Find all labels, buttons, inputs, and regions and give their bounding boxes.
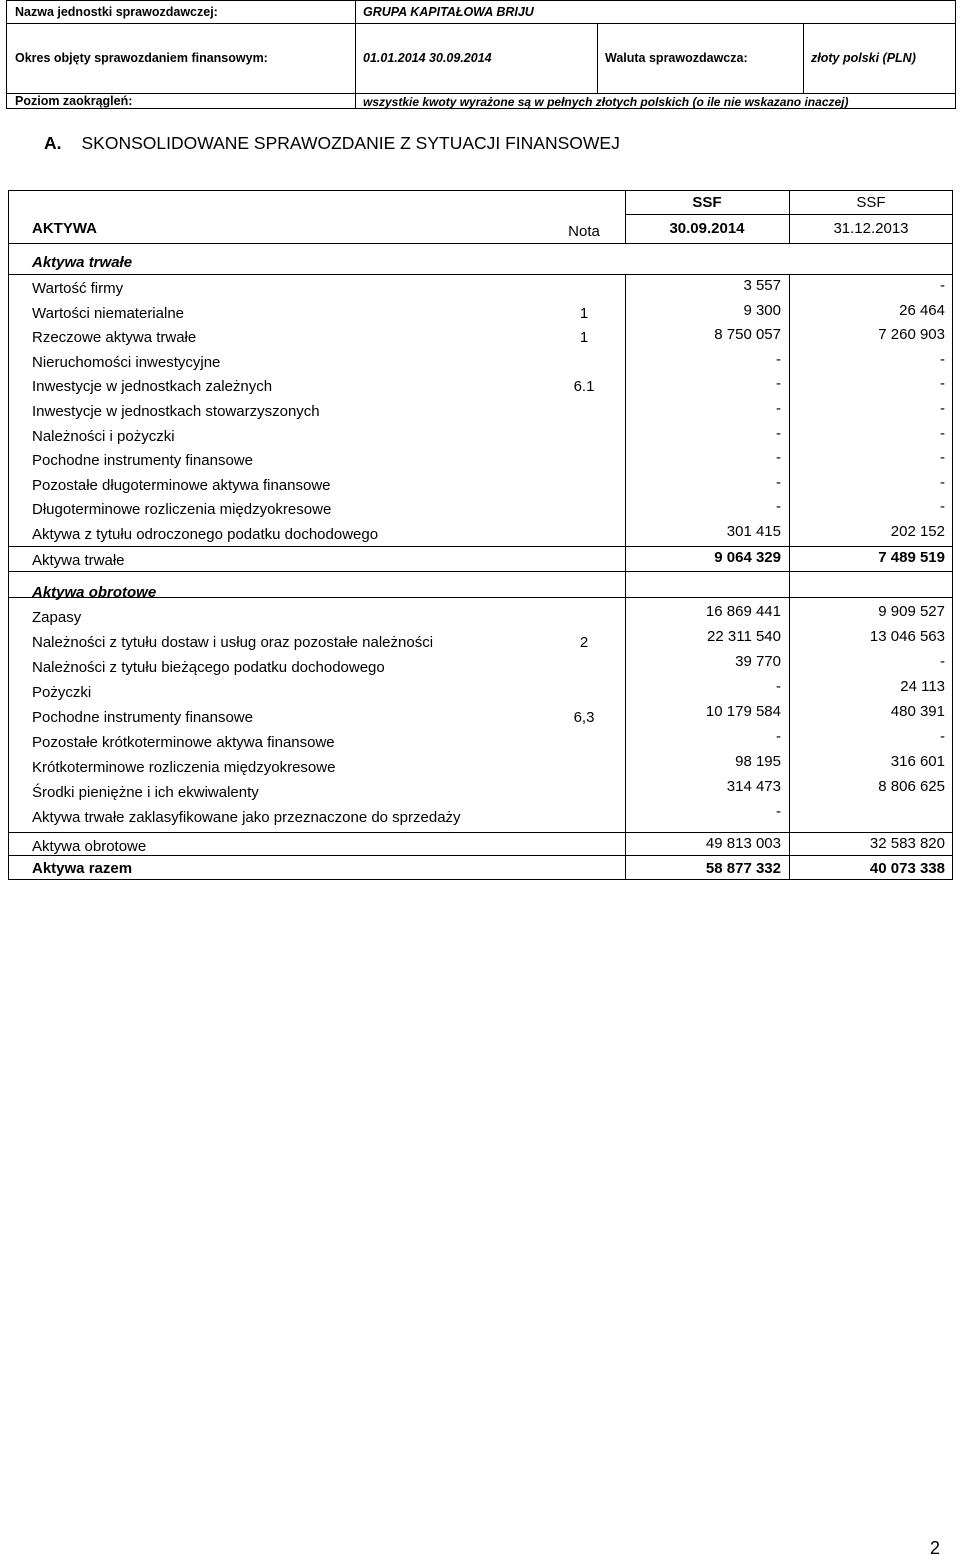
row-label: Wartości niematerialne <box>32 304 184 322</box>
period2-date: 31.12.2013 <box>833 220 909 237</box>
row-value-period2: 9 909 527 <box>878 603 945 620</box>
row-label: Inwestycje w jednostkach zależnych <box>32 378 273 396</box>
row-value-period2: - <box>940 350 945 368</box>
row-value-period1: 301 415 <box>726 523 781 540</box>
header-row-rounding <box>7 93 955 108</box>
row-label: Pozostałe krótkoterminowe aktywa finansowe <box>32 734 335 751</box>
row-value-period2: 24 113 <box>900 678 945 695</box>
row-label: Nieruchomości inwestycyjne <box>32 353 221 371</box>
row-note: 2 <box>579 634 589 651</box>
row-value-period2: 480 391 <box>890 703 945 720</box>
row-label: Pożyczki <box>32 684 92 701</box>
period2-type: SSF <box>856 194 886 211</box>
row-value-period1: 3 557 <box>743 277 781 294</box>
period1-date: 30.09.2014 <box>669 220 745 237</box>
row-value-period1: - <box>776 803 781 820</box>
row-value-period2: - <box>940 473 945 491</box>
row-value-period1: - <box>776 424 781 442</box>
row-value-period2: 316 601 <box>890 753 945 770</box>
header-row-entity <box>7 1 955 24</box>
section-title <box>44 133 620 154</box>
total-noncurrent-v2: 7 489 519 <box>878 549 945 566</box>
row-value-period2: 8 806 625 <box>878 778 945 795</box>
row-label: Należności i pożyczki <box>32 427 175 445</box>
report-header <box>6 0 956 109</box>
row-value-period2: - <box>940 653 945 670</box>
section-letter: A. <box>44 133 62 153</box>
period-label: Okres objęty sprawozdaniem finansowym: <box>15 51 268 65</box>
row-value-period1: 8 750 057 <box>714 326 781 344</box>
row-label: Inwestycje w jednostkach stowarzyszonych <box>32 403 320 420</box>
row-value-period1: - <box>776 350 781 368</box>
row-label: Wartość firmy <box>32 280 124 297</box>
grand-total-label: Aktywa razem <box>32 860 133 877</box>
assets-heading: AKTYWA <box>32 220 97 237</box>
row-value-period2: - <box>940 277 945 294</box>
row-value-period2: 202 152 <box>890 523 945 540</box>
row-value-period2: - <box>940 498 945 516</box>
row-value-period2: - <box>940 375 945 393</box>
row-value-period1: 39 770 <box>735 653 781 670</box>
row-label: Pochodne instrumenty finansowe <box>32 452 253 470</box>
entity-value: GRUPA KAPITAŁOWA BRIJU <box>363 5 534 19</box>
header-row-period <box>7 23 955 94</box>
row-label: Aktywa z tytułu odroczonego podatku dochodowego <box>32 526 379 543</box>
period1-type: SSF <box>692 194 722 211</box>
row-value-period1: 22 311 540 <box>707 628 781 645</box>
row-label: Krótkoterminowe rozliczenia międzyokresowe <box>32 759 336 776</box>
total-noncurrent-v1: 9 064 329 <box>714 549 781 566</box>
row-value-period1: - <box>776 678 781 695</box>
row-note: 6,3 <box>573 709 595 726</box>
group-title-current: Aktywa obrotowe <box>32 584 157 601</box>
row-label: Należności z tytułu bieżącego podatku dochodowego <box>32 659 385 676</box>
row-value-period1: 98 195 <box>735 753 781 770</box>
group-title-noncurrent: Aktywa trwałe <box>32 254 133 271</box>
total-current-v2: 32 583 820 <box>869 835 945 852</box>
entity-label: Nazwa jednostki sprawozdawczej: <box>15 5 218 19</box>
row-note: 1 <box>579 329 589 347</box>
row-label: Pochodne instrumenty finansowe <box>32 709 253 726</box>
row-label: Zapasy <box>32 609 82 626</box>
row-value-period1: - <box>776 498 781 516</box>
row-value-period2: - <box>940 728 945 745</box>
row-value-period1: - <box>776 375 781 393</box>
row-value-period1: - <box>776 400 781 417</box>
row-label: Pozostałe długoterminowe aktywa finansowe <box>32 476 331 494</box>
row-note: 1 <box>579 304 589 322</box>
row-value-period1: - <box>776 449 781 467</box>
row-value-period1: - <box>776 728 781 745</box>
currency-value: złoty polski (PLN) <box>811 51 916 65</box>
row-note: 6.1 <box>573 378 595 396</box>
row-label: Aktywa trwałe zaklasyfikowane jako przeznaczone do sprzedaży <box>32 809 461 826</box>
total-label-current: Aktywa obrotowe <box>32 838 147 855</box>
rounding-label: Poziom zaokrągleń: <box>15 94 133 108</box>
note-heading: Nota <box>568 223 600 240</box>
row-value-period2: - <box>940 424 945 442</box>
row-value-period2: 13 046 563 <box>869 628 945 645</box>
grand-total-v2: 40 073 338 <box>869 860 945 877</box>
row-label: Rzeczowe aktywa trwałe <box>32 329 197 347</box>
row-value-period2: 26 464 <box>899 301 945 319</box>
grand-total-v1: 58 877 332 <box>705 860 781 877</box>
page-number: 2 <box>930 1538 941 1558</box>
row-value-period1: - <box>776 473 781 491</box>
rounding-value: wszystkie kwoty wyrażone są w pełnych złotych polskich (o ile nie wskazano inaczej) <box>363 95 849 109</box>
total-label-noncurrent: Aktywa trwałe <box>32 552 125 569</box>
row-value-period1: 10 179 584 <box>705 703 781 720</box>
row-value-period1: 16 869 441 <box>705 603 781 620</box>
row-value-period2: - <box>940 400 945 417</box>
row-label: Długoterminowe rozliczenia międzyokresowe <box>32 501 332 519</box>
section-title-text: SKONSOLIDOWANE SPRAWOZDANIE Z SYTUACJI FINANSOWEJ <box>81 133 620 153</box>
row-value-period1: 314 473 <box>726 778 781 795</box>
row-label: Należności z tytułu dostaw i usług oraz pozostałe należności <box>32 634 434 651</box>
period-value: 01.01.2014 30.09.2014 <box>363 51 492 65</box>
total-current-v1: 49 813 003 <box>705 835 781 852</box>
currency-label: Waluta sprawozdawcza: <box>605 51 748 65</box>
row-value-period2: 7 260 903 <box>878 326 945 344</box>
row-label: Środki pieniężne i ich ekwiwalenty <box>32 784 259 801</box>
row-value-period2: - <box>940 449 945 467</box>
row-value-period1: 9 300 <box>743 301 781 319</box>
balance-sheet-table <box>8 190 953 880</box>
